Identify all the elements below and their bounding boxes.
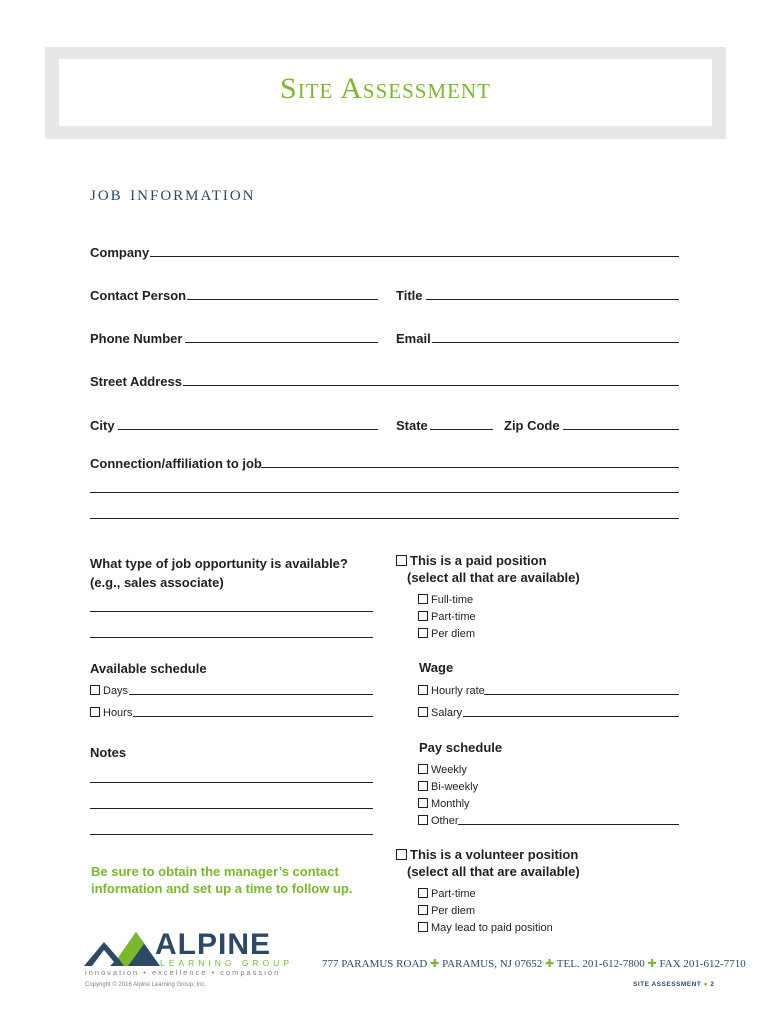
notes-field[interactable] bbox=[90, 782, 373, 783]
checkbox-icon bbox=[418, 764, 428, 774]
salary-field[interactable] bbox=[463, 716, 679, 717]
other-checkbox[interactable] bbox=[418, 815, 459, 827]
checkbox-icon bbox=[396, 849, 407, 860]
checkbox-icon bbox=[90, 707, 100, 717]
city-label: City bbox=[90, 418, 115, 433]
reminder-line-2: information and set up a time to follow up. bbox=[91, 881, 353, 896]
option-label: Part-time bbox=[431, 888, 476, 900]
salary-checkbox[interactable] bbox=[418, 707, 462, 719]
address-city: PARAMUS, NJ 07652 bbox=[442, 958, 543, 970]
checkbox-icon bbox=[418, 888, 428, 898]
copyright: Copyright © 2016 Alpine Learning Group, Inc. bbox=[85, 982, 207, 988]
street-address-label: Street Address bbox=[90, 374, 182, 389]
contact-person-field[interactable] bbox=[187, 299, 378, 300]
address-fax: FAX 201-612-7710 bbox=[659, 958, 746, 970]
hourly-rate-checkbox[interactable] bbox=[418, 685, 485, 697]
opportunity-question: What type of job opportunity is available? bbox=[90, 556, 348, 571]
connection-label: Connection/affiliation to job bbox=[90, 456, 262, 471]
opportunity-field-line-2[interactable] bbox=[90, 637, 373, 638]
checkbox-icon bbox=[418, 781, 428, 791]
connection-field[interactable] bbox=[261, 467, 679, 468]
city-field[interactable] bbox=[118, 429, 378, 430]
street-address-field[interactable] bbox=[183, 385, 679, 386]
opportunity-example: (e.g., sales associate) bbox=[90, 575, 224, 590]
schedule-label: Available schedule bbox=[90, 661, 207, 676]
checkbox-icon bbox=[418, 905, 428, 915]
checkbox-icon bbox=[418, 922, 428, 932]
days-field[interactable] bbox=[129, 694, 373, 695]
hourly-rate-field[interactable] bbox=[484, 694, 679, 695]
page-label: SITE ASSESSMENT bbox=[633, 981, 702, 988]
other-field[interactable] bbox=[458, 824, 679, 825]
separator-icon: ✚ bbox=[647, 958, 657, 970]
biweekly-checkbox[interactable] bbox=[418, 781, 478, 793]
phone-number-field[interactable] bbox=[185, 342, 378, 343]
company-field[interactable] bbox=[150, 256, 679, 257]
option-label: Hourly rate bbox=[431, 685, 485, 697]
option-label: Part-time bbox=[431, 611, 476, 623]
notes-label: Notes bbox=[90, 745, 127, 760]
address-street: 777 PARAMUS ROAD bbox=[322, 958, 428, 970]
option-label: Monthly bbox=[431, 798, 470, 810]
phone-number-label: Phone Number bbox=[90, 331, 183, 346]
zip-code-field[interactable] bbox=[563, 429, 679, 430]
separator-icon: ✚ bbox=[544, 958, 555, 970]
hours-checkbox[interactable] bbox=[90, 707, 132, 719]
checkbox-icon bbox=[396, 555, 407, 566]
opportunity-field[interactable] bbox=[90, 611, 373, 612]
zip-code-label: Zip Code bbox=[504, 418, 560, 433]
email-label: Email bbox=[396, 331, 431, 346]
reminder-line-1: Be sure to obtain the manager’s contact bbox=[91, 864, 339, 879]
option-label: Hours bbox=[103, 707, 133, 719]
option-label: Per diem bbox=[431, 628, 476, 640]
option-label: Salary bbox=[431, 707, 463, 719]
page-number: 2 bbox=[710, 981, 715, 988]
company-label: Company bbox=[90, 245, 150, 260]
logo-wordmark: ALPINE bbox=[155, 928, 272, 961]
section-title: job information bbox=[90, 180, 256, 205]
option-label: May lead to paid position bbox=[431, 922, 553, 934]
option-label: Full-time bbox=[431, 594, 474, 606]
checkbox-icon bbox=[418, 815, 428, 825]
volunteer-lead-paid-checkbox[interactable] bbox=[418, 922, 553, 934]
monthly-checkbox[interactable] bbox=[418, 798, 470, 810]
connection-field-line-3[interactable] bbox=[90, 518, 679, 519]
option-label: Per diem bbox=[431, 905, 476, 917]
option-label: Bi-weekly bbox=[431, 781, 479, 793]
title-field[interactable] bbox=[426, 299, 679, 300]
page-footer bbox=[633, 981, 715, 988]
pay-schedule-label: Pay schedule bbox=[419, 740, 503, 755]
paid-position-label: This is a paid position bbox=[410, 553, 547, 568]
address-tel: TEL. 201-612-7800 bbox=[556, 958, 645, 970]
checkbox-icon bbox=[418, 611, 428, 621]
paid-perdiem-checkbox[interactable] bbox=[418, 628, 475, 640]
volunteer-position-checkbox[interactable] bbox=[396, 847, 578, 862]
paid-parttime-checkbox[interactable] bbox=[418, 611, 476, 623]
paid-position-sub: (select all that are available) bbox=[407, 570, 580, 585]
checkbox-icon bbox=[418, 798, 428, 808]
volunteer-parttime-checkbox[interactable] bbox=[418, 888, 476, 900]
notes-field-line-3[interactable] bbox=[90, 834, 373, 835]
paid-fulltime-checkbox[interactable] bbox=[418, 594, 473, 606]
paid-position-checkbox[interactable] bbox=[396, 553, 547, 568]
days-checkbox[interactable] bbox=[90, 685, 128, 697]
weekly-checkbox[interactable] bbox=[418, 764, 467, 776]
option-label: Days bbox=[103, 685, 129, 697]
contact-person-label: Contact Person bbox=[90, 288, 187, 303]
option-label: Weekly bbox=[431, 764, 467, 776]
option-label: Other bbox=[431, 815, 459, 827]
wage-label: Wage bbox=[419, 660, 454, 675]
logo-subtitle: LEARNING GROUP bbox=[160, 958, 293, 968]
volunteer-position-sub: (select all that are available) bbox=[407, 864, 580, 879]
mountain-logo-icon bbox=[84, 930, 160, 966]
checkbox-icon bbox=[90, 685, 100, 695]
state-field[interactable] bbox=[430, 429, 493, 430]
checkbox-icon bbox=[418, 628, 428, 638]
bullet-icon: ● bbox=[703, 981, 709, 988]
volunteer-perdiem-checkbox[interactable] bbox=[418, 905, 475, 917]
notes-field-line-2[interactable] bbox=[90, 808, 373, 809]
footer-address bbox=[322, 957, 746, 970]
logo-tagline: innovation • excellence • compassion bbox=[85, 968, 281, 977]
checkbox-icon bbox=[418, 707, 428, 717]
title-label: Title bbox=[396, 288, 423, 303]
checkbox-icon bbox=[418, 685, 428, 695]
page-title: Site Assessment bbox=[280, 72, 491, 105]
email-field[interactable] bbox=[432, 342, 679, 343]
volunteer-position-label: This is a volunteer position bbox=[410, 847, 579, 862]
checkbox-icon bbox=[418, 594, 428, 604]
state-label: State bbox=[396, 418, 428, 433]
separator-icon: ✚ bbox=[430, 958, 440, 970]
connection-field-line-2[interactable] bbox=[90, 492, 679, 493]
hours-field[interactable] bbox=[133, 716, 373, 717]
